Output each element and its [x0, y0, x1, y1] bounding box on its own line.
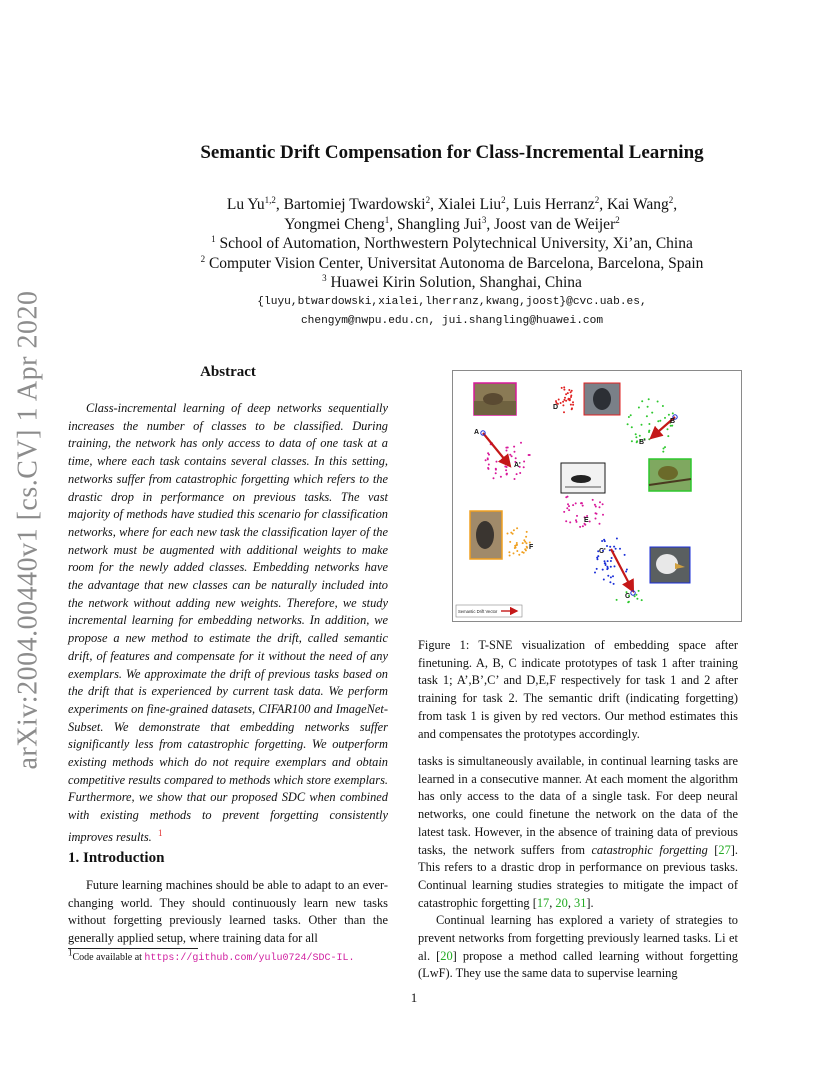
scatter-point: [616, 538, 618, 540]
scatter-point: [562, 401, 564, 403]
scatter-point: [597, 555, 599, 557]
scatter-point: [647, 406, 649, 408]
scatter-point: [636, 598, 638, 600]
scatter-point: [576, 515, 578, 517]
scatter-point: [594, 504, 596, 506]
scatter-point: [609, 546, 611, 548]
scatter-point: [516, 473, 518, 475]
scatter-point: [509, 541, 511, 543]
citation-link[interactable]: 20: [440, 948, 453, 963]
scatter-point: [607, 575, 609, 577]
scatter-point: [506, 450, 508, 452]
scatter-point: [610, 566, 612, 568]
scatter-point: [567, 503, 569, 505]
scatter-point: [526, 542, 528, 544]
arxiv-id: arXiv:2004.00440v1 [cs.CV] 1 Apr 2020: [12, 290, 43, 770]
scatter-point: [667, 435, 669, 437]
scatter-point: [619, 548, 621, 550]
author-affil-mark: 2: [594, 194, 600, 205]
scatter-point: [487, 458, 489, 460]
scatter-point: [485, 459, 487, 461]
scatter-point: [639, 435, 641, 437]
scatter-point: [627, 601, 629, 603]
scatter-point: [641, 400, 643, 402]
intro-heading: 1. Introduction: [68, 850, 165, 866]
arxiv-sidebar: [0, 290, 56, 770]
scatter-point: [563, 386, 565, 388]
scatter-point: [565, 400, 567, 402]
code-link[interactable]: https://github.com/yulu0724/SDC-IL.: [144, 953, 355, 964]
tsne-plot: [453, 371, 741, 621]
scatter-point: [662, 405, 664, 407]
author-affil-mark: 2: [615, 214, 620, 225]
scatter-point: [625, 571, 627, 573]
scatter-point: [638, 407, 640, 409]
scatter-point: [520, 442, 522, 444]
affiliation: $^1$ School of Automation, Northwestern Polytechnical University, Xi’an, China: [211, 233, 693, 252]
scatter-point: [563, 411, 565, 413]
scatter-point: [525, 536, 527, 538]
scatter-point: [597, 558, 599, 560]
scatter-point: [635, 433, 637, 435]
scatter-point: [614, 565, 616, 567]
email-line: {luyu,btwardowski,xialei,lherranz,kwang,joost}@cvc.uab.es,: [257, 296, 647, 308]
scatter-point: [592, 499, 594, 501]
label-c-prime: C': [599, 548, 606, 555]
scatter-point: [565, 496, 567, 498]
scatter-point: [659, 420, 661, 422]
scatter-point: [570, 395, 572, 397]
scatter-point: [567, 392, 569, 394]
scatter-point: [646, 415, 648, 417]
scatter-point: [513, 529, 515, 531]
scatter-point: [663, 448, 665, 450]
author-affil-mark: 2: [668, 194, 674, 205]
scatter-point: [525, 549, 527, 551]
label-f: F: [529, 544, 534, 551]
scatter-point: [496, 461, 498, 463]
author-affil-mark: 2: [501, 194, 506, 205]
author-affil-mark: 1,2: [264, 194, 276, 205]
scatter-point: [488, 468, 490, 470]
scatter-point: [596, 513, 598, 515]
affiliation: $^3$ Huawei Kirin Solution, Shanghai, China: [322, 272, 582, 291]
figure-caption: Figure 1: T-SNE visualization of embedding space after finetuning. A, B, C indicate prototypes of task 1 after training task 1; A’,B’,C’ and D,E,F respectively for task 1 and 2 after training for task 2. The semantic drift (indicating forgetting) from task 1 is given by red vectors. Our method estimates this and compensates the prototypes accordingly.: [418, 638, 738, 741]
scatter-point: [572, 504, 574, 506]
scatter-point: [516, 542, 518, 544]
thumbnail-bird-5: [470, 511, 502, 559]
scatter-point: [505, 447, 507, 449]
label-d: D: [553, 404, 559, 411]
author-name: Xialei Liu: [437, 196, 502, 213]
scatter-point: [603, 579, 605, 581]
scatter-point: [560, 402, 562, 404]
scatter-point: [595, 518, 597, 520]
scatter-point: [607, 567, 609, 569]
author-name: Joost van de Weijer: [494, 215, 616, 233]
scatter-point: [606, 545, 608, 547]
scatter-point: [564, 397, 566, 399]
scatter-point: [523, 466, 525, 468]
scatter-point: [561, 387, 563, 389]
scatter-point: [610, 560, 612, 562]
footnote: $^1$Code available at https://github.com/yulu0724/SDC-IL.: [68, 947, 355, 964]
scatter-point: [563, 389, 565, 391]
scatter-point: [488, 454, 490, 456]
citation-link[interactable]: 27: [718, 842, 731, 857]
footnote-rule: [68, 948, 198, 949]
scatter-point: [613, 546, 615, 548]
scatter-point: [641, 424, 643, 426]
scatter-point: [523, 461, 525, 463]
scatter-point: [506, 466, 508, 468]
scatter-point: [667, 428, 669, 430]
label-a: A: [474, 429, 480, 436]
scatter-point: [610, 576, 612, 578]
scatter-point: [572, 401, 574, 403]
scatter-point: [664, 446, 666, 448]
affiliation: $^2$ Computer Vision Center, Universitat Autonoma de Barcelona, Barcelona, Spain: [200, 253, 704, 272]
scatter-point: [657, 401, 659, 403]
scatter-point: [599, 501, 601, 503]
paper-title: Semantic Drift Compensation for Class-Incremental Learning: [200, 142, 704, 163]
scatter-point: [576, 521, 578, 523]
label-c: C: [625, 593, 631, 600]
scatter-point: [627, 423, 629, 425]
scatter-point: [580, 502, 582, 504]
scatter-point: [579, 526, 581, 528]
author-affil-mark: 1: [384, 214, 390, 225]
scatter-point: [672, 412, 674, 414]
scatter-point: [638, 590, 640, 592]
scatter-point: [500, 476, 502, 478]
scatter-point: [505, 469, 507, 471]
label-b-prime: B': [639, 439, 646, 446]
scatter-point: [613, 583, 615, 585]
scatter-point: [523, 552, 525, 554]
scatter-point: [569, 521, 571, 523]
scatter-point: [615, 548, 617, 550]
author-line-2: Yongmei Cheng$^1$, Shangling Jui$^3$, Joost van de Weijer$^2$: [284, 214, 620, 233]
scatter-point: [499, 461, 501, 463]
scatter-point: [628, 416, 630, 418]
scatter-point: [518, 554, 520, 556]
scatter-point: [595, 506, 597, 508]
author-emails: [90, 293, 814, 331]
author-name: Luis Herranz: [513, 196, 595, 213]
scatter-point: [626, 569, 628, 571]
scatter-point: [670, 425, 672, 427]
scatter-point: [635, 594, 637, 596]
footnote-ref[interactable]: 1: [157, 827, 163, 838]
scatter-point: [648, 430, 650, 432]
scatter-point: [507, 533, 509, 535]
scatter-points: [485, 386, 674, 603]
scatter-point: [575, 519, 577, 521]
scatter-point: [607, 560, 609, 562]
scatter-point: [602, 503, 604, 505]
legend-label: Semantic Drift Vector: [458, 609, 498, 614]
scatter-point: [594, 572, 596, 574]
thumbnail-bird-4: [561, 463, 605, 493]
citation-link[interactable]: 20: [555, 895, 568, 910]
scatter-point: [635, 436, 637, 438]
scatter-point: [514, 478, 516, 480]
scatter-point: [596, 568, 598, 570]
scatter-point: [582, 525, 584, 527]
author-line-1: Lu Yu$^{1,2}$, Bartomiej Twardowski$^2$, Xialei Liu$^2$, Luis Herranz$^2$, Kai Wang$^2$,: [226, 194, 678, 213]
author-name: Shangling Jui: [397, 215, 482, 233]
scatter-point: [509, 555, 511, 557]
scatter-point: [523, 539, 525, 541]
scatter-point: [651, 412, 653, 414]
author-affil-mark: 3: [481, 214, 487, 225]
scatter-point: [662, 451, 664, 453]
label-e: E: [584, 517, 589, 524]
scatter-point: [571, 407, 573, 409]
scatter-point: [555, 400, 557, 402]
scatter-point: [668, 414, 670, 416]
scatter-point: [516, 550, 518, 552]
scatter-point: [506, 473, 508, 475]
thumbnail-bird-3: [649, 459, 691, 491]
page-number: 1: [410, 990, 418, 1005]
scatter-point: [519, 472, 521, 474]
scatter-point: [612, 575, 614, 577]
scatter-point: [616, 599, 618, 601]
scatter-point: [572, 404, 574, 406]
scatter-point: [604, 562, 606, 564]
scatter-point: [515, 457, 517, 459]
prototype-c: [631, 591, 635, 595]
scatter-point: [630, 414, 632, 416]
author-name: Yongmei Cheng: [284, 215, 385, 233]
abstract-body: Class-incremental learning of deep networks sequentially increases the number of classes to be classified. During training, the network has only access to data of one task at a time, where each task contains several classes. In this setting, networks suffer from catastrophic forgetting which refers to the drastic drop in performance on previous tasks. The vast majority of methods have studied this scenario for classification networks, where for each new task the classification layer of the network must be augmented with additional weights to make room for the newly added classes. Embedding networks have the advantage that new classes can be naturally included into the network without adding new weights. Therefore, we study incremental learning for embedding networks. In addition, we propose a new method to estimate the drift, called semantic drift, of features and compensate for it without the need of any exemplars. We approximate the drift of previous tasks based on the drift that is experienced by current task data. We perform experiments on fine-grained datasets, CIFAR100 and ImageNet-Subset. We demonstrate that embedding networks suffer significantly less from catastrophic forgetting. We outperform existing methods which do not require exemplars and obtain competitive results compared to methods which store exemplars. Furthermore, we show that our proposed SDC when combined with existing methods to prevent forgetting consistently improves results. $^1$: [68, 401, 388, 844]
abstract-heading: Abstract: [200, 364, 256, 380]
label-b: B: [670, 418, 676, 425]
scatter-point: [522, 542, 524, 544]
scatter-point: [568, 389, 570, 391]
scatter-point: [624, 554, 626, 556]
scatter-point: [514, 451, 516, 453]
scatter-point: [528, 454, 530, 456]
scatter-point: [582, 505, 584, 507]
scatter-point: [568, 505, 570, 507]
thumbnail-bird-6: [650, 547, 690, 583]
scatter-point: [631, 440, 633, 442]
scatter-point: [513, 446, 515, 448]
scatter-point: [602, 569, 604, 571]
citation-link[interactable]: 31: [574, 895, 587, 910]
scatter-point: [611, 557, 613, 559]
thumbnail-bird-2: [584, 383, 620, 415]
scatter-point: [516, 527, 518, 529]
scatter-point: [565, 520, 567, 522]
scatter-point: [512, 533, 514, 535]
scatter-point: [602, 514, 604, 516]
scatter-point: [511, 455, 513, 457]
scatter-point: [568, 509, 570, 511]
scatter-point: [495, 472, 497, 474]
citation-link[interactable]: 17: [536, 895, 550, 910]
scatter-point: [562, 404, 564, 406]
scatter-point: [488, 464, 490, 466]
scatter-point: [648, 423, 650, 425]
scatter-point: [566, 507, 568, 509]
scatter-point: [495, 468, 497, 470]
scatter-point: [664, 417, 666, 419]
scatter-point: [565, 393, 567, 395]
scatter-point: [648, 398, 650, 400]
scatter-point: [526, 547, 528, 549]
scatter-point: [657, 420, 659, 422]
scatter-point: [604, 560, 606, 562]
scatter-point: [641, 599, 643, 601]
scatter-point: [493, 477, 495, 479]
author-affil-mark: 2: [425, 194, 431, 205]
scatter-point: [508, 551, 510, 553]
right-column-body: tasks is simultaneously available, in continual learning tasks are learned in a consecutive manner. At each moment the algorithm has only access to the data of a single task. For deep neural networks, one could finetune the network on the data of the latest task. However, in the absence of training data of previous tasks, the network suffers from catastrophic forgetting [27]. This refers to a drastic drop in performance on previous tasks. Continual learning studies strategies to mitigate the impact of catastrophic forgetting [17, 20, 31]. Continual learning has explored a variety of strategies to prevent networks from forgetting previously learned tasks. Li et al. [20] propose a method called learning without forgetting (LwF). They use the same data to supervise learning: [418, 753, 738, 983]
scatter-point: [563, 399, 565, 401]
author-name: Lu Yu: [226, 196, 265, 213]
scatter-point: [609, 581, 611, 583]
legend: [456, 605, 522, 617]
scatter-point: [526, 531, 528, 533]
scatter-point: [599, 523, 601, 525]
scatter-point: [601, 540, 603, 542]
author-name: Kai Wang: [606, 196, 669, 213]
scatter-point: [575, 502, 577, 504]
scatter-point: [636, 440, 638, 442]
email-line: chengym@nwpu.edu.cn, jui.shangling@huawei.com: [300, 315, 604, 327]
scatter-point: [603, 539, 605, 541]
intro-body: Future learning machines should be able to adapt to an ever-changing world. They should continuously learn new tasks without forgetting previously learned tasks. Other than the generally applied setup, where training data for all: [68, 878, 388, 946]
figure-1: [452, 370, 742, 622]
scatter-point: [513, 552, 515, 554]
scatter-point: [599, 506, 601, 508]
scatter-point: [648, 438, 650, 440]
thumbnail-bird-1: [474, 383, 516, 415]
scatter-point: [569, 398, 571, 400]
scatter-point: [563, 511, 565, 513]
right-paragraph-2: Continual learning has explored a variety of strategies to prevent networks from forgetting previously learned tasks. Li et al. [20] propose a method called learning without forgetting (LwF). They use the same data to supervise learning: [418, 913, 738, 981]
scatter-point: [558, 399, 560, 401]
author-block: [90, 195, 814, 293]
scatter-point: [570, 404, 572, 406]
scatter-point: [631, 426, 633, 428]
drift-arrow-c: [611, 549, 633, 591]
label-a-prime: A': [514, 462, 521, 469]
scatter-point: [589, 521, 591, 523]
scatter-point: [514, 547, 516, 549]
scatter-point: [516, 544, 518, 546]
scatter-point: [571, 390, 573, 392]
author-name: Bartomiej Twardowski: [283, 196, 426, 213]
